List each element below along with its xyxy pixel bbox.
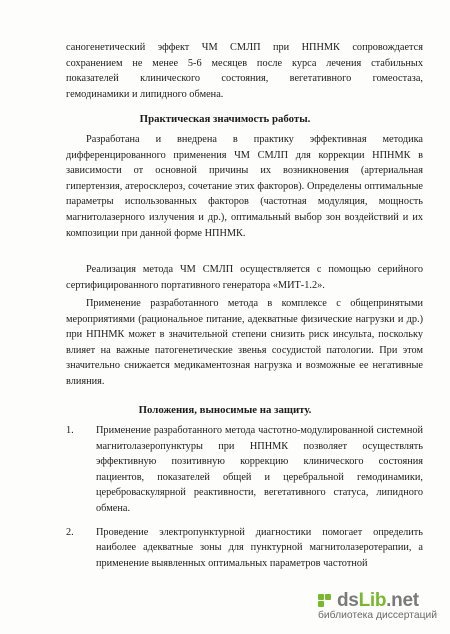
section-heading-practical: Практическая значимость работы.: [139, 113, 311, 125]
text-line: показателей клинического состояния, вегетативного гомеостаза,: [66, 73, 423, 85]
list-item: [60, 423, 423, 517]
paragraph-application: Применение разработанного метода в комплексе с общепринятыми мероприятиями (рациональное питание, адекватные физические нагрузки и др.) при НПНМК может в значительной степени снизить риск инсульта, поскольку влияет на важные патогенетические звенья сосудистой патологии. При этом значительно снижается медикаментозная нагрузка и возможные ее негативные влияния.: [66, 298, 423, 387]
paragraph-practical: Разработана и внедрена в практику эффективная методика дифференцированного применения ЧМ СМЛП для коррекции НПНМК в зависимости от основной причины их возникновения (артериальная гипертензия, атеросклероз, сочетание этих факторов). Определены оптимальные параметры использованных факторов (частотная модуляция, мощность магнитолазерного излучения и др.), оптимальный выбор зон воздействий и их композиции при данной форме НПНМК.: [66, 134, 423, 239]
paragraph-implementation: Реализация метода ЧМ СМЛП осуществляется с помощью серийного сертифицированного портативного генератора «МИТ-1.2».: [66, 264, 423, 291]
continued-text: [66, 40, 423, 102]
section-heading-defense: Положения, выносимые на защиту.: [138, 404, 312, 416]
list-item-number: 2.: [66, 526, 74, 538]
list-item-text: Применение разработанного метода частотно-модулированной системной магнитолазеропунктуры при НПНМК позволяет осуществлять эффективную позитивную коррекцию клинического состояния пациентов, показателей общей и церебральной гемодинамики, цереброваскулярной реактивности, вегетативного статуса, липидного обмена.: [96, 425, 423, 514]
list-item-number: 1.: [66, 425, 74, 436]
text-line: саногенетический эффект ЧМ СМЛП при НПНМК сопровождается: [66, 42, 423, 53]
watermark: [318, 590, 444, 630]
watermark-subtitle: библиотека диссертаций: [318, 610, 438, 621]
list-item-text: Проведение электропунктурной диагностики помогает определить наиболее адекватные зоны для пунктурной магнитолазеротерапии, а применение выявленных оптимальных параметров частотной: [96, 526, 423, 569]
list-item: [60, 525, 423, 572]
text-line: гемодинамики и липидного обмена.: [66, 88, 224, 100]
text-line: сохранением не менее 5-6 месяцев после курса лечения стабильных: [66, 57, 423, 69]
watermark-brand: dsLib.net: [337, 590, 419, 611]
brand-logo-icon: [318, 594, 334, 608]
defense-list: [60, 423, 423, 571]
